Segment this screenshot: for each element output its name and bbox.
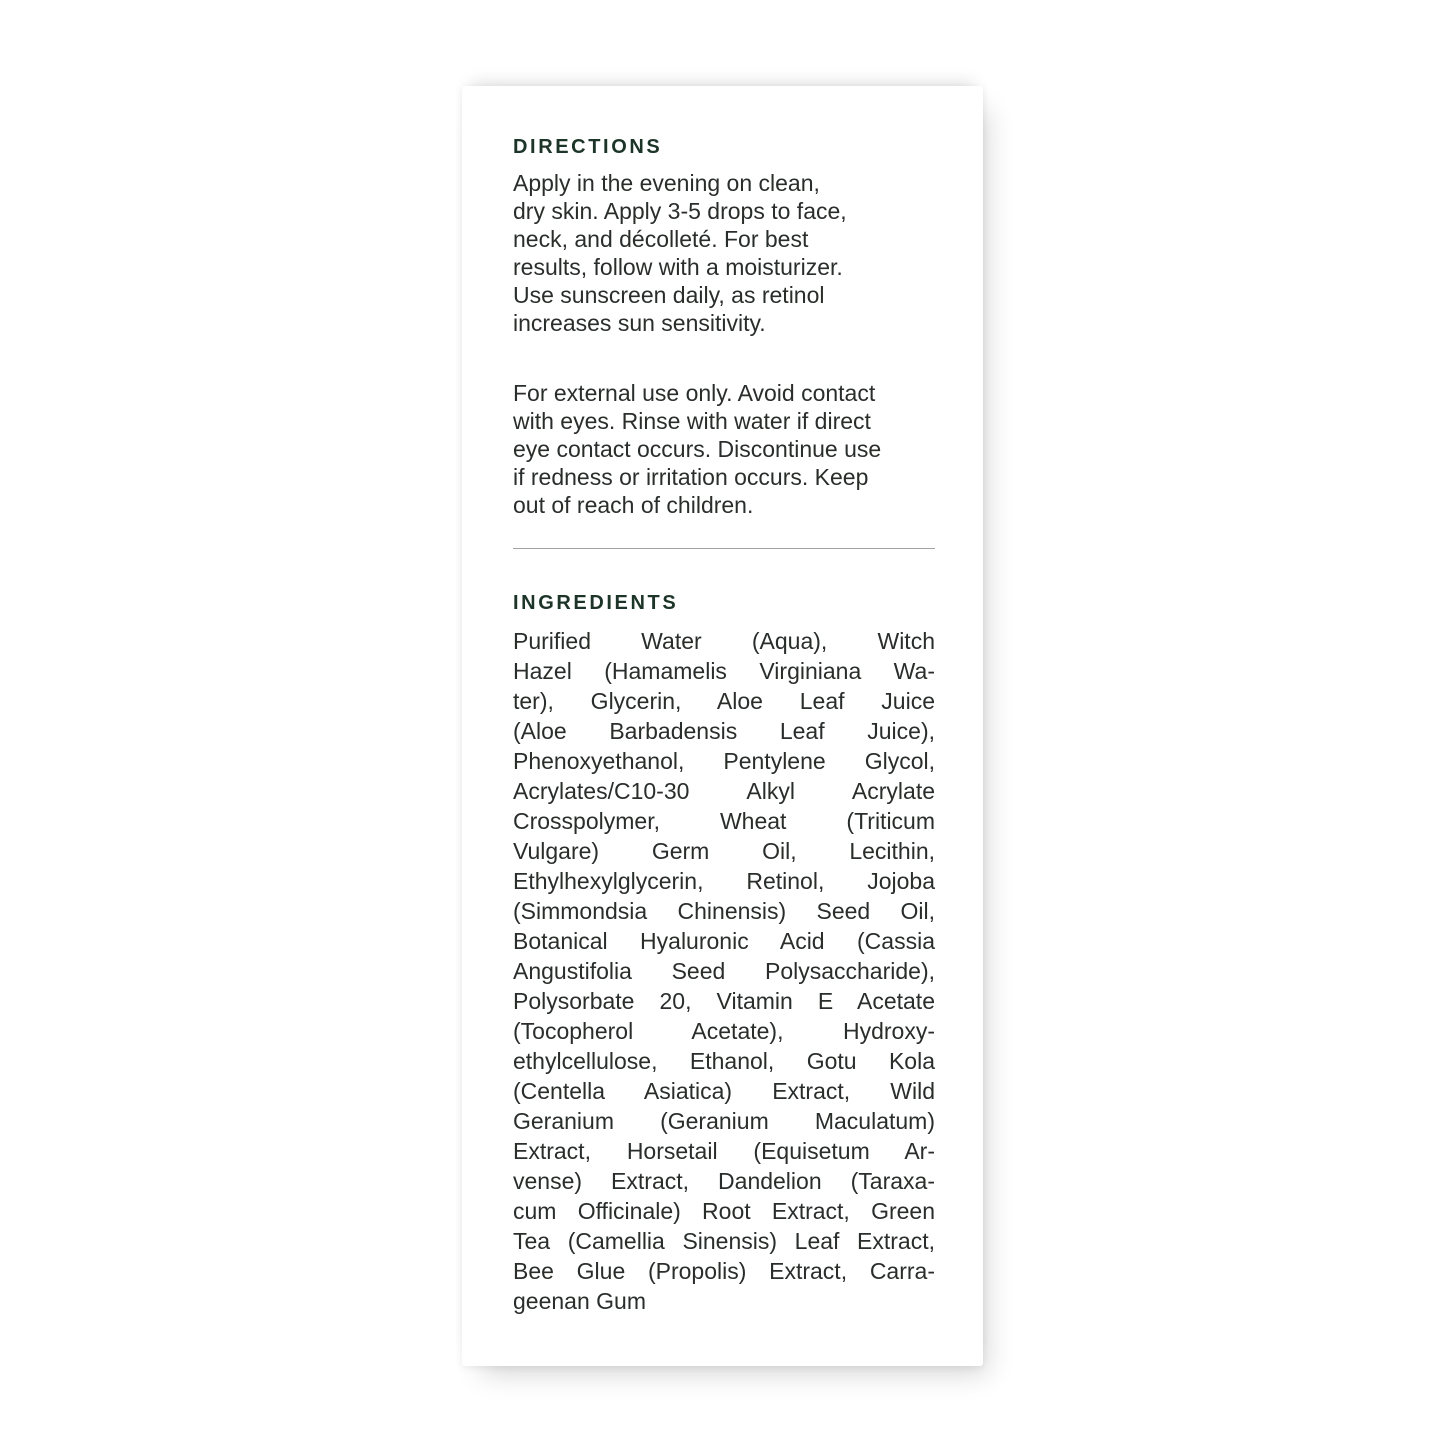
text-line: eye contact occurs. Discontinue use xyxy=(513,436,882,462)
text-line: Ethylhexylglycerin, Retinol, Jojoba xyxy=(513,868,935,894)
text-line: cum Officinale) Root Extract, Green xyxy=(513,1198,935,1224)
text-line: out of reach of children. xyxy=(513,492,754,518)
ingredients-text xyxy=(513,626,935,1316)
text-line: ethylcellulose, Ethanol, Gotu Kola xyxy=(513,1048,935,1074)
text-line: increases sun sensitivity. xyxy=(513,310,766,336)
text-line: Hazel (Hamamelis Virginiana Wa- xyxy=(513,658,935,684)
text-line: with eyes. Rinse with water if direct xyxy=(513,408,871,434)
directions-paragraph-1 xyxy=(513,169,935,337)
text-line: dry skin. Apply 3-5 drops to face, xyxy=(513,198,847,224)
text-line: Botanical Hyaluronic Acid (Cassia xyxy=(513,928,935,954)
text-line: (Simmondsia Chinensis) Seed Oil, xyxy=(513,898,935,924)
text-line: Phenoxyethanol, Pentylene Glycol, xyxy=(513,748,935,774)
text-line: Apply in the evening on clean, xyxy=(513,170,820,196)
text-line: For external use only. Avoid contact xyxy=(513,380,876,406)
text-line: results, follow with a moisturizer. xyxy=(513,254,843,280)
directions-heading: DIRECTIONS xyxy=(513,136,663,158)
text-line: Bee Glue (Propolis) Extract, Carra- xyxy=(513,1258,935,1284)
text-line: Vulgare) Germ Oil, Lecithin, xyxy=(513,838,935,864)
directions-paragraph-2 xyxy=(513,379,935,519)
text-line: Geranium (Geranium Maculatum) xyxy=(513,1108,935,1134)
text-line: Polysorbate 20, Vitamin E Acetate xyxy=(513,988,935,1014)
text-line: (Centella Asiatica) Extract, Wild xyxy=(513,1078,935,1104)
text-line: geenan Gum xyxy=(513,1288,646,1314)
text-line: Extract, Horsetail (Equisetum Ar- xyxy=(513,1138,935,1164)
text-line: Acrylates/C10-30 Alkyl Acrylate xyxy=(513,778,935,804)
product-label-panel xyxy=(462,86,983,1366)
text-line: Angustifolia Seed Polysaccharide), xyxy=(513,958,935,984)
text-line: neck, and décolleté. For best xyxy=(513,226,809,252)
text-line: vense) Extract, Dandelion (Taraxa- xyxy=(513,1168,935,1194)
text-line: Crosspolymer, Wheat (Triticum xyxy=(513,808,935,834)
ingredients-heading: INGREDIENTS xyxy=(513,592,679,614)
text-line: (Tocopherol Acetate), Hydroxy- xyxy=(513,1018,935,1044)
section-divider xyxy=(513,548,935,549)
text-line: Purified Water (Aqua), Witch xyxy=(513,628,935,654)
text-line: Use sunscreen daily, as retinol xyxy=(513,282,825,308)
text-line: (Aloe Barbadensis Leaf Juice), xyxy=(513,718,935,744)
text-line: if redness or irritation occurs. Keep xyxy=(513,464,869,490)
text-line: ter), Glycerin, Aloe Leaf Juice xyxy=(513,688,935,714)
text-line: Tea (Camellia Sinensis) Leaf Extract, xyxy=(513,1228,935,1254)
